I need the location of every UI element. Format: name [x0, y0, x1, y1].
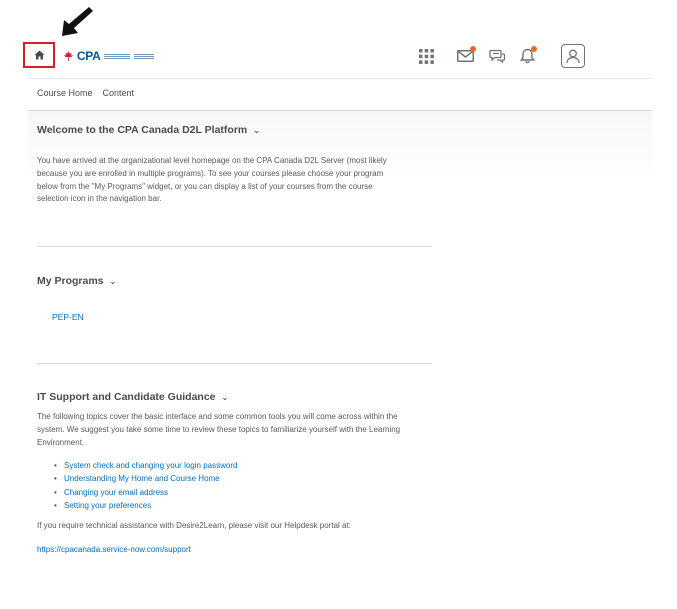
program-link-pep-en[interactable]: PEP-EN: [52, 312, 84, 322]
programs-widget-title[interactable]: [37, 275, 116, 287]
helpdesk-link[interactable]: https://cpacanada.service-now.com/support: [37, 545, 191, 554]
support-topic-list: [37, 459, 437, 513]
logo-tagline-fr: [134, 54, 154, 59]
maple-leaf-icon: [64, 51, 73, 61]
programs-title-text: My Programs: [37, 275, 104, 287]
home-icon: [34, 50, 45, 60]
subscription-alerts-button[interactable]: [486, 46, 506, 66]
chevron-down-icon[interactable]: ⌄: [253, 125, 260, 135]
mail-notification-dot: [470, 46, 476, 52]
widget-divider: [37, 246, 432, 247]
chevron-down-icon[interactable]: ⌄: [109, 276, 117, 286]
topic-link-system-check[interactable]: • System check and changing your login password: [37, 459, 437, 472]
logo-text: CPA: [76, 49, 101, 63]
helpdesk-text: If you require technical assistance with Desire2Learn, please visit our Helpdesk portal at:: [37, 521, 351, 530]
support-intro: [37, 411, 457, 449]
logo-tagline: [104, 54, 130, 59]
support-intro-line: system. We suggest you take some time to review these topics to familiarize yourself with the Learning: [37, 424, 401, 434]
message-alerts-button[interactable]: [455, 46, 475, 66]
chat-icon: [488, 49, 505, 64]
topic-link-email[interactable]: • Changing your email address: [37, 486, 437, 499]
support-title-text: IT Support and Candidate Guidance: [37, 391, 216, 403]
topic-link-preferences[interactable]: • Setting your preferences: [37, 499, 437, 512]
nav-content[interactable]: Content: [102, 88, 135, 98]
support-intro-line: The following topics cover the basic interface and some common tools you will come across within the: [37, 412, 398, 421]
welcome-title-text: Welcome to the CPA Canada D2L Platform: [37, 124, 248, 136]
course-navbar: [37, 88, 134, 98]
cpa-logo[interactable]: [64, 45, 154, 67]
welcome-widget-title[interactable]: [37, 124, 260, 136]
waffle-icon: [419, 49, 434, 64]
welcome-body: [37, 155, 447, 206]
course-selector-button[interactable]: [416, 46, 436, 66]
pointer-arrow-icon: [55, 5, 95, 39]
update-alerts-button[interactable]: [517, 46, 537, 66]
header-divider: [28, 78, 652, 79]
nav-course-home[interactable]: Course Home: [37, 88, 93, 98]
topic-link-my-home[interactable]: • Understanding My Home and Course Home: [37, 472, 437, 485]
welcome-line: because you are enrolled in multiple programs). To see your courses please choose your program: [37, 168, 384, 178]
welcome-line: below from the "My Programs" widget, or you can display a list of your courses from the course: [37, 181, 373, 191]
bell-notification-dot: [531, 46, 537, 52]
support-widget-title[interactable]: [37, 391, 228, 403]
chevron-down-icon[interactable]: ⌄: [221, 392, 229, 402]
support-intro-line: Environment.: [37, 437, 85, 447]
welcome-line: selection icon in the navigation bar.: [37, 194, 162, 204]
widget-divider: [37, 363, 432, 364]
home-button[interactable]: [23, 42, 55, 68]
user-menu-button[interactable]: [561, 44, 585, 68]
user-icon: [565, 48, 581, 64]
welcome-line: You have arrived at the organizational level homepage on the CPA Canada D2L Server (most likely: [37, 156, 387, 165]
